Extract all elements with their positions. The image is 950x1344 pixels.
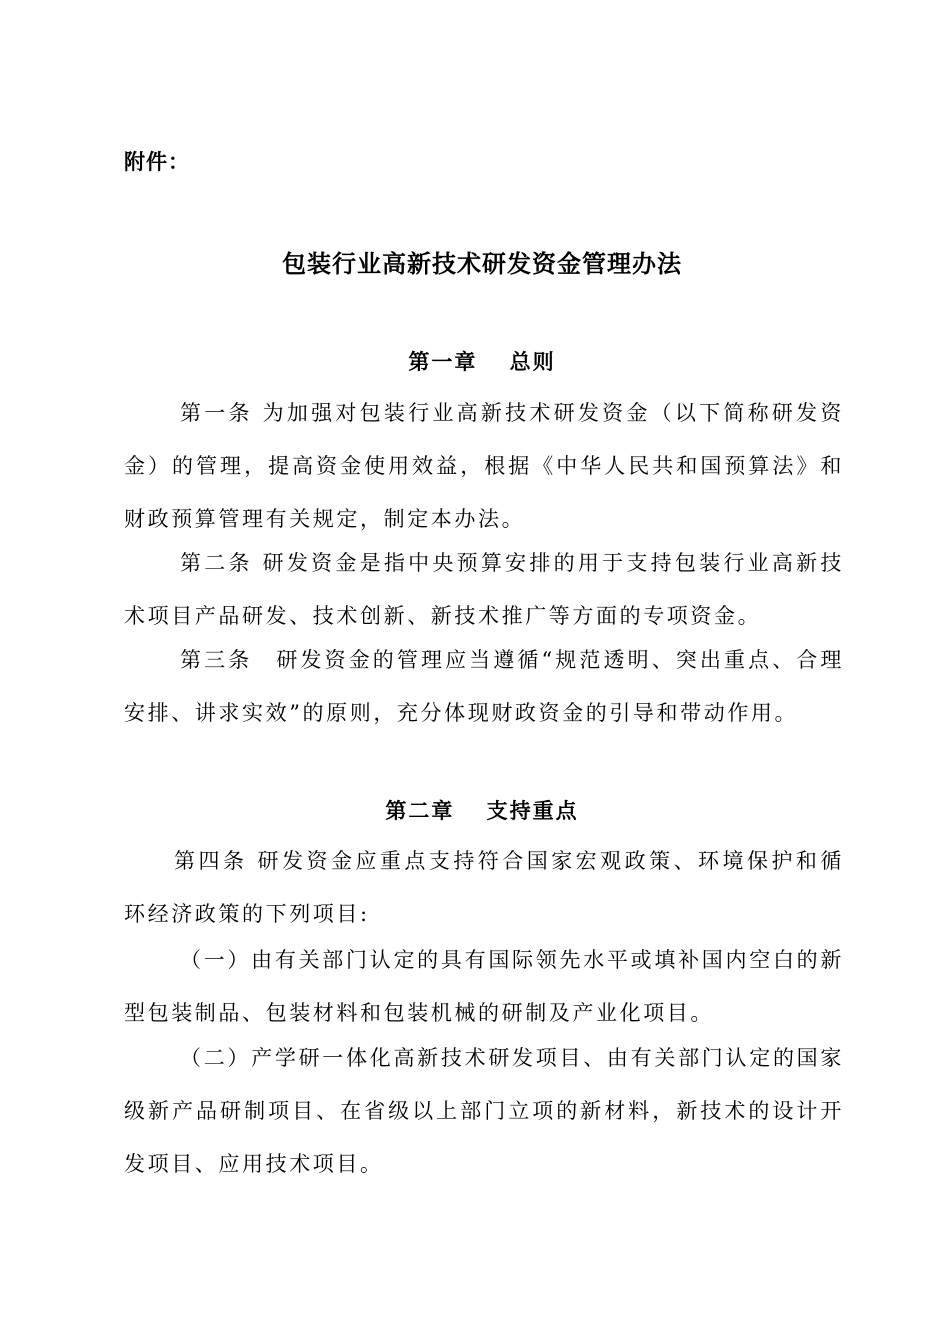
article-4: 第四条 研发资金应重点支持符合国家宏观政策、环境保护和循环经济政策的下列项目: <box>124 849 844 926</box>
attachment-label: 附件： <box>124 150 190 174</box>
chapter-2-heading: 第二章 支持重点 <box>385 799 579 823</box>
article-2: 第二条 研发资金是指中央预算安排的用于支持包装行业高新技术项目产品研发、技术创新、新技术推广等方面的专项资金。 <box>124 551 844 628</box>
article-3: 第三条 研发资金的管理应当遵循“规范透明、突出重点、合理安排、讲求实效”的原则，充分体现财政资金的引导和带动作用。 <box>124 648 844 725</box>
article-4-item-1: （一）由有关部门认定的具有国际领先水平或填补国内空白的新型包装制品、包装材料和包装机械的研制及产业化项目。 <box>124 948 844 1025</box>
chapter-1-heading: 第一章 总则 <box>408 350 556 374</box>
article-4-item-2: （二）产学研一体化高新技术研发项目、由有关部门认定的国家级新产品研制项目、在省级以上部门立项的新材料，新技术的设计开发项目、应用技术项目。 <box>124 1046 844 1176</box>
document-title: 包装行业高新技术研发资金管理办法 <box>282 250 682 278</box>
article-1: 第一条 为加强对包装行业高新技术研发资金（以下简称研发资金）的管理，提高资金使用效益，根据《中华人民共和国预算法》和财政预算管理有关规定，制定本办法。 <box>124 401 844 531</box>
